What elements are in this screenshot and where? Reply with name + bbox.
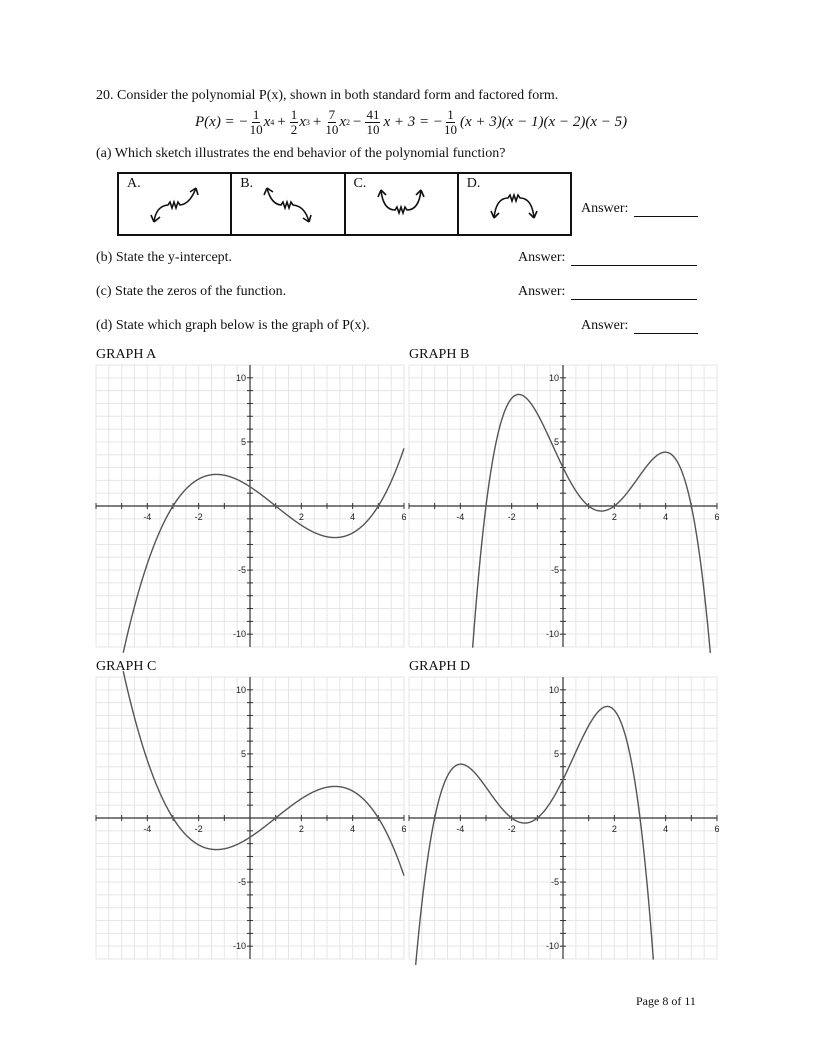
eq-op: + [312, 114, 322, 130]
sketch-option-c[interactable] [346, 174, 459, 234]
eq-exp: 4 [270, 118, 275, 127]
sketch-option-b[interactable] [232, 174, 345, 234]
answer-c-blank[interactable] [571, 299, 697, 300]
graph-a-title: GRAPH A [96, 347, 157, 362]
function-curve [473, 394, 711, 653]
graph-b [409, 365, 720, 647]
answer-label: Answer: [581, 318, 629, 333]
x-tick-label: -4 [456, 512, 465, 522]
x-tick-label: 2 [611, 824, 617, 834]
x-tick-label: -4 [143, 512, 152, 522]
eq-exp: 3 [305, 118, 310, 127]
y-tick-label: -5 [550, 877, 559, 888]
eq-term: x [263, 114, 271, 130]
answer-label: Answer: [518, 250, 566, 265]
y-tick-label: 5 [240, 436, 246, 447]
polynomial-equation [195, 108, 627, 137]
x-tick-label: -2 [507, 824, 516, 834]
x-tick-label: 4 [350, 824, 356, 834]
graph-c [96, 677, 407, 959]
end-behavior-down-down-icon [484, 180, 544, 230]
part-b-text: (b) State the y-intercept. [96, 250, 233, 265]
y-tick-label: -10 [545, 629, 559, 640]
graph-a [96, 365, 407, 647]
eq-frac-4: $\frac{41}{10}$ [366, 107, 380, 137]
sketch-option-a[interactable] [119, 174, 232, 234]
x-tick-label: 2 [298, 824, 304, 834]
y-tick-label: -10 [232, 941, 246, 952]
x-tick-label: -4 [456, 824, 465, 834]
end-behavior-up-down-icon [257, 180, 317, 230]
sketch-options [117, 172, 572, 236]
x-tick-label: 4 [350, 512, 356, 522]
answer-c [518, 284, 697, 300]
answer-label: Answer: [518, 284, 566, 299]
eq-frac-5: $\frac{1}{10}$ [444, 107, 458, 137]
eq-frac-1: $\frac{1}{10}$ [249, 107, 263, 137]
eq-frac-2: $\frac{1}{2}$ [290, 107, 298, 137]
y-tick-label: -5 [550, 565, 559, 576]
x-tick-label: 6 [401, 512, 407, 522]
y-tick-label: -10 [545, 941, 559, 952]
x-tick-label: -2 [194, 512, 203, 522]
x-tick-label: -4 [143, 824, 152, 834]
eq-lhs: P(x) = − [195, 114, 249, 130]
part-c-text: (c) State the zeros of the function. [96, 284, 287, 299]
answer-a-blank[interactable] [634, 216, 698, 217]
y-tick-label: 5 [553, 748, 559, 759]
y-tick-label: 10 [235, 372, 246, 383]
sketch-label: A. [127, 176, 141, 191]
answer-d [581, 318, 698, 334]
page-number: Page 8 of 11 [636, 994, 696, 1008]
eq-op: + [277, 114, 286, 130]
x-tick-label: 6 [714, 512, 720, 522]
eq-exp: 2 [346, 118, 351, 127]
y-tick-label: 10 [548, 372, 559, 383]
x-tick-label: 6 [401, 824, 407, 834]
part-d-text: (d) State which graph below is the graph of P(x). [96, 318, 370, 333]
x-tick-label: -2 [194, 824, 203, 834]
x-tick-label: 2 [298, 512, 304, 522]
graph-c-title: GRAPH C [96, 659, 157, 674]
answer-a [581, 201, 698, 217]
question-intro: 20. Consider the polynomial P(x), shown in both standard form and factored form. [96, 88, 559, 103]
x-tick-label: 6 [714, 824, 720, 834]
y-tick-label: -5 [237, 877, 246, 888]
y-tick-label: 5 [553, 436, 559, 447]
graph-b-title: GRAPH B [409, 347, 470, 362]
eq-factored: (x + 3)(x − 1)(x − 2)(x − 5) [460, 114, 628, 130]
eq-op: − [353, 114, 362, 130]
answer-b-blank[interactable] [571, 265, 697, 266]
function-curve [416, 706, 654, 965]
x-tick-label: -2 [507, 512, 516, 522]
sketch-label: C. [353, 176, 367, 191]
end-behavior-down-up-icon [144, 180, 204, 230]
x-tick-label: 4 [663, 512, 669, 522]
graph-d [409, 677, 720, 959]
y-tick-label: 5 [240, 748, 246, 759]
eq-term: x [339, 114, 347, 130]
end-behavior-up-up-icon [371, 180, 431, 230]
graph-d-title: GRAPH D [409, 659, 471, 674]
eq-term: x + 3 = − [383, 114, 444, 130]
y-tick-label: -10 [232, 629, 246, 640]
answer-b [518, 250, 697, 266]
sketch-label: B. [240, 176, 254, 191]
y-tick-label: 10 [235, 684, 246, 695]
y-tick-label: 10 [548, 684, 559, 695]
function-curve [123, 448, 407, 653]
sketch-option-d[interactable] [459, 174, 570, 234]
answer-d-blank[interactable] [634, 333, 698, 334]
part-a-text: (a) Which sketch illustrates the end behavior of the polynomial function? [96, 146, 506, 161]
eq-frac-3: $\frac{7}{10}$ [325, 107, 339, 137]
y-tick-label: -5 [237, 565, 246, 576]
x-tick-label: 4 [663, 824, 669, 834]
answer-label: Answer: [581, 201, 629, 216]
sketch-label: D. [466, 176, 481, 191]
x-tick-label: 2 [611, 512, 617, 522]
function-curve [123, 671, 407, 876]
eq-term: x [299, 114, 306, 130]
